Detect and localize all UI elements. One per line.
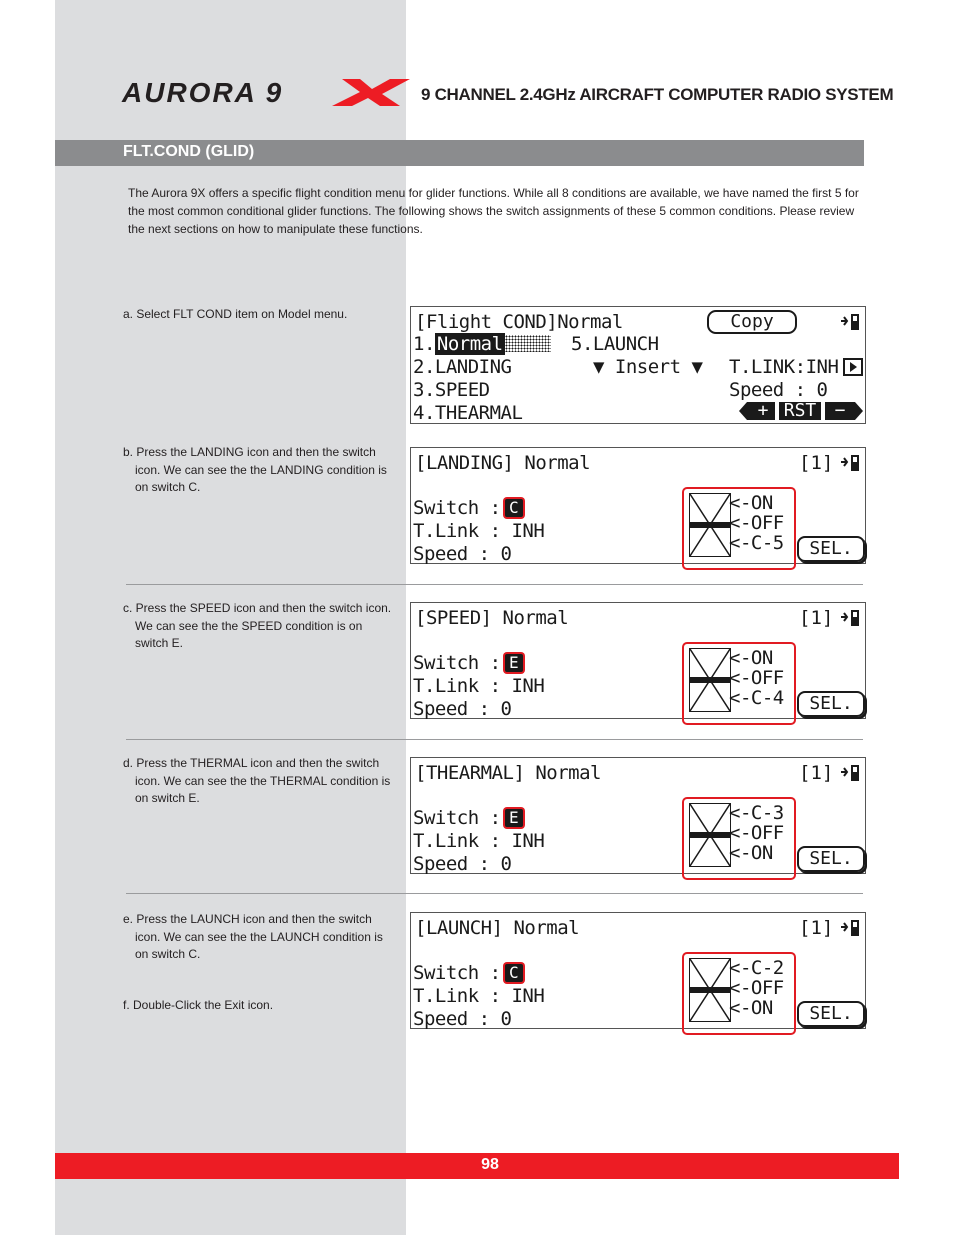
separator bbox=[126, 739, 863, 740]
switch-button[interactable]: C bbox=[505, 499, 523, 517]
switch-row: Switch : C bbox=[413, 497, 523, 519]
switch-row: Switch : E bbox=[413, 652, 523, 674]
intro-paragraph: The Aurora 9X offers a specific flight condition menu for glider functions. While all 8 conditions are available, we have named the first 5 for the most common conditional glider functions. The following shows the switch assignments of these 5 common conditions. Please review the next sections on how to manipulate these functions. bbox=[128, 186, 859, 236]
header-title: 9 CHANNEL 2.4GHz AIRCRAFT COMPUTER RADIO SYSTEM bbox=[421, 85, 894, 104]
switch-row: Switch : C bbox=[413, 962, 523, 984]
condition-thermal[interactable]: 4.THEARMAL bbox=[413, 402, 523, 424]
step-e: e. Press the LAUNCH icon and then the switch icon. We can see the the LAUNCH condition is on switch C. bbox=[123, 912, 383, 961]
sel-button[interactable]: SEL. bbox=[797, 1001, 865, 1027]
speed-row[interactable]: Speed : 0 bbox=[413, 543, 512, 565]
sel-button[interactable]: SEL. bbox=[797, 846, 865, 872]
channel-indicator: [1] bbox=[799, 762, 834, 784]
step-d: d. Press the THERMAL icon and then the switch icon. We can see the the THERMAL condition is on switch E. bbox=[123, 756, 391, 805]
switch-position-labels: <-ON <-OFF <-C-4 bbox=[729, 647, 784, 709]
condition-launch[interactable]: 5.LAUNCH bbox=[571, 333, 659, 355]
switch-position-labels: <-ON <-OFF <-C-5 bbox=[729, 492, 784, 554]
section-title: FLT.COND (GLID) bbox=[123, 143, 255, 160]
channel-indicator: [1] bbox=[799, 452, 834, 474]
switch-position-labels: <-C-2 <-OFF <-ON bbox=[729, 957, 784, 1019]
tlink-row[interactable]: T.Link : INH bbox=[413, 675, 545, 697]
switch-button[interactable]: E bbox=[505, 654, 523, 672]
condition-normal-selected[interactable]: Normal bbox=[436, 333, 503, 355]
switch-position-diagram bbox=[689, 958, 731, 1022]
minus-button[interactable]: − bbox=[834, 400, 846, 421]
speed-row[interactable]: Speed : 0 bbox=[413, 1008, 512, 1030]
launch-screen bbox=[410, 912, 866, 1029]
screen-title: [THEARMAL] Normal bbox=[415, 762, 601, 784]
svg-text:AURORA 9: AURORA 9 bbox=[122, 77, 284, 107]
condition-row-1: 1. Normal bbox=[413, 333, 551, 355]
rst-button[interactable]: RST bbox=[783, 400, 817, 421]
separator bbox=[126, 584, 863, 585]
landing-screen bbox=[410, 447, 866, 564]
insert-button[interactable]: ▼ Insert ▼ bbox=[593, 356, 703, 378]
step-f: f. Double-Click the Exit icon. bbox=[123, 998, 274, 1012]
switch-row: Switch : E bbox=[413, 807, 523, 829]
antenna-icon bbox=[839, 763, 861, 783]
aurora-9x-logo bbox=[120, 77, 412, 107]
condition-speed[interactable]: 3.SPEED bbox=[413, 379, 490, 401]
tlink-row[interactable]: T.Link : INH bbox=[413, 520, 545, 542]
dotted-fill bbox=[505, 335, 551, 352]
channel-indicator: [1] bbox=[799, 607, 834, 629]
screen-title: [SPEED] Normal bbox=[415, 607, 569, 629]
speed-row[interactable]: Speed : 0 bbox=[413, 698, 512, 720]
antenna-icon bbox=[839, 608, 861, 628]
switch-button[interactable]: E bbox=[505, 809, 523, 827]
tlink-value[interactable]: T.LINK:INH bbox=[729, 356, 839, 378]
switch-position-diagram bbox=[689, 648, 731, 712]
antenna-icon bbox=[839, 918, 861, 938]
sel-button[interactable]: SEL. bbox=[797, 536, 865, 562]
antenna-icon bbox=[839, 312, 861, 332]
separator bbox=[126, 893, 863, 894]
page-number: 98 bbox=[481, 1156, 499, 1173]
speed-value[interactable]: Speed : 0 bbox=[729, 379, 828, 401]
sel-button[interactable]: SEL. bbox=[797, 691, 865, 717]
antenna-icon bbox=[839, 453, 861, 473]
step-c: c. Press the SPEED icon and then the switch icon. We can see the the SPEED condition is on switch E. bbox=[123, 601, 392, 650]
flight-cond-screen bbox=[410, 306, 866, 424]
thermal-screen bbox=[410, 757, 866, 874]
plus-button[interactable]: + bbox=[757, 400, 769, 421]
step-a: a. Select FLT COND item on Model menu. bbox=[123, 307, 348, 321]
step-b: b. Press the LANDING icon and then the switch icon. We can see the the LANDING condition is on switch C. bbox=[123, 445, 387, 494]
screen-title: [LANDING] Normal bbox=[415, 452, 591, 474]
switch-position-diagram bbox=[689, 803, 731, 867]
tlink-row[interactable]: T.Link : INH bbox=[413, 830, 545, 852]
next-page-icon[interactable] bbox=[843, 358, 863, 376]
switch-position-labels: <-C-3 <-OFF <-ON bbox=[729, 802, 784, 864]
channel-indicator: [1] bbox=[799, 917, 834, 939]
copy-button[interactable]: Copy bbox=[707, 310, 797, 334]
switch-button[interactable]: C bbox=[505, 964, 523, 982]
speed-screen bbox=[410, 602, 866, 719]
speed-row[interactable]: Speed : 0 bbox=[413, 853, 512, 875]
tlink-row[interactable]: T.Link : INH bbox=[413, 985, 545, 1007]
screen-title: [Flight COND]Normal bbox=[415, 311, 623, 333]
switch-position-diagram bbox=[689, 493, 731, 557]
condition-landing[interactable]: 2.LANDING bbox=[413, 356, 512, 378]
screen-title: [LAUNCH] Normal bbox=[415, 917, 580, 939]
